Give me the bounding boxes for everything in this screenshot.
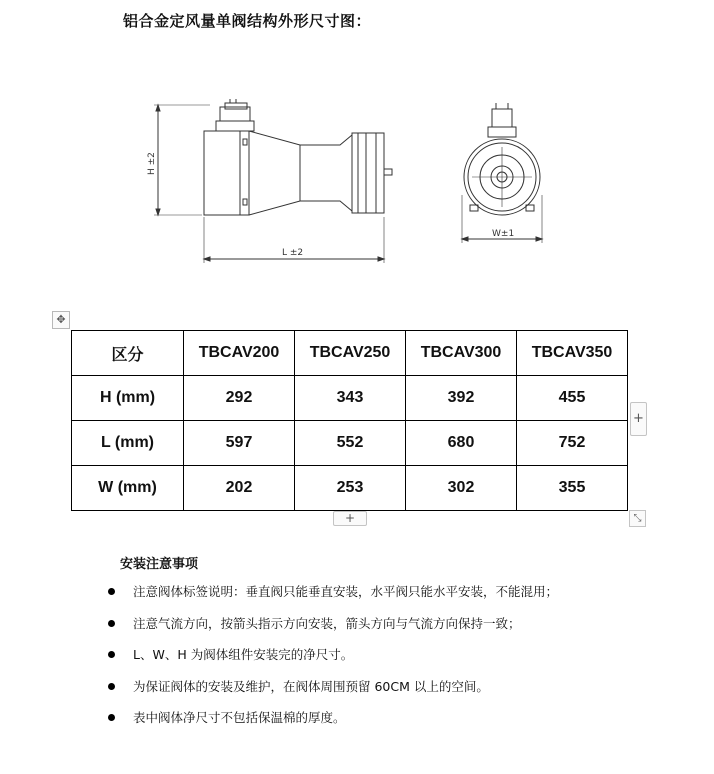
notes-title: 安装注意事项 — [120, 557, 199, 572]
table-row — [72, 421, 628, 466]
header-cell[interactable]: TBCAV200 — [184, 331, 295, 376]
list-item — [106, 709, 558, 741]
row-label-cell[interactable]: H (mm) — [72, 376, 184, 421]
bullet-icon — [108, 651, 115, 658]
length-label: L ±2 — [282, 248, 304, 258]
table-cell[interactable]: 392 — [406, 376, 517, 421]
header-cell[interactable]: TBCAV250 — [295, 331, 406, 376]
bullet-icon — [108, 683, 115, 690]
note-text: 注意气流方向，按箭头指示方向安装，箭头方向与气流方向保持一致； — [133, 615, 521, 631]
bullet-icon — [108, 620, 115, 627]
move-icon: ✥ — [56, 313, 66, 326]
table-cell[interactable]: 680 — [406, 421, 517, 466]
table-cell[interactable]: 253 — [295, 466, 406, 511]
resize-icon: ⤡ — [633, 513, 642, 524]
add-column-button[interactable]: + — [630, 402, 647, 436]
header-cell[interactable]: TBCAV350 — [517, 331, 628, 376]
table-cell[interactable]: 455 — [517, 376, 628, 421]
table-resize-handle[interactable] — [629, 510, 646, 527]
table-cell[interactable]: 292 — [184, 376, 295, 421]
table-row — [72, 376, 628, 421]
dimension-table — [71, 330, 628, 511]
row-label-cell[interactable]: L (mm) — [72, 421, 184, 466]
width-label: W±1 — [492, 229, 515, 239]
note-text: 注意阀体标签说明：垂直阀只能垂直安装，水平阀只能水平安装，不能混用； — [133, 584, 559, 599]
list-item — [106, 646, 558, 678]
list-item — [106, 583, 558, 615]
table-cell[interactable]: 202 — [184, 466, 295, 511]
table-move-handle[interactable] — [52, 311, 70, 329]
header-cell[interactable]: TBCAV300 — [406, 331, 517, 376]
front-view — [462, 103, 542, 243]
height-label: H ±2 — [147, 152, 157, 175]
side-view — [154, 99, 392, 263]
notes-list — [106, 583, 558, 741]
list-item — [106, 678, 558, 710]
bullet-icon — [108, 588, 115, 595]
table-cell[interactable]: 343 — [295, 376, 406, 421]
table-cell[interactable]: 752 — [517, 421, 628, 466]
table-row — [72, 466, 628, 511]
table-cell[interactable]: 355 — [517, 466, 628, 511]
note-text: L、W、H 为阀体组件安装完的净尺寸。 — [133, 647, 354, 662]
row-label-cell[interactable]: W (mm) — [72, 466, 184, 511]
table-header-row — [72, 331, 628, 376]
note-text: 表中阀体净尺寸不包括保温棉的厚度。 — [133, 710, 346, 725]
add-row-button[interactable]: + — [333, 511, 367, 526]
bullet-icon — [108, 714, 115, 721]
valve-outline-drawing — [140, 95, 560, 270]
table-cell[interactable]: 302 — [406, 466, 517, 511]
note-text: 为保证阀体的安装及维护，在阀体周围预留 60CM 以上的空间。 — [133, 678, 489, 694]
header-cell[interactable]: 区分 — [72, 331, 184, 376]
table-cell[interactable]: 597 — [184, 421, 295, 466]
list-item — [106, 615, 558, 647]
page-title: 铝合金定风量单阀结构外形尺寸图： — [123, 12, 372, 30]
table-cell[interactable]: 552 — [295, 421, 406, 466]
